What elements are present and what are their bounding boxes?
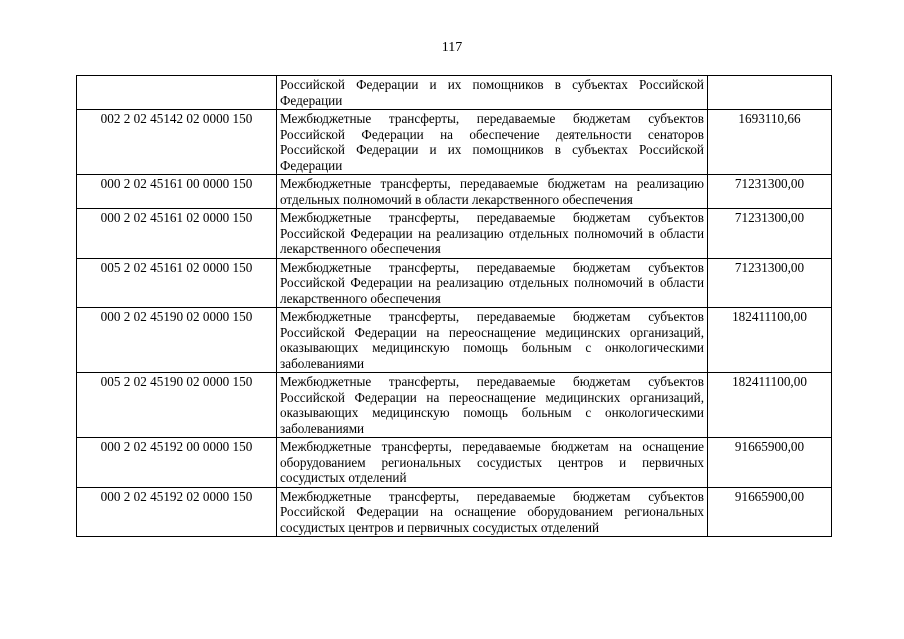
table-row — [77, 438, 832, 488]
revenue-name-cell: Межбюджетные трансферты, передаваемые бюджетам субъектов Российской Федерации на переоснащение медицинских организаций, оказывающих медицинскую помощь больным с онкологическими заболеваниями — [277, 308, 708, 373]
table-row — [77, 373, 832, 438]
amount-cell: 1693110,66 — [708, 110, 832, 175]
table-row — [77, 209, 832, 259]
table-row — [77, 258, 832, 308]
table-row — [77, 487, 832, 537]
revenue-name-cell: Межбюджетные трансферты, передаваемые бюджетам субъектов Российской Федерации на реализацию отдельных полномочий в области лекарственного обеспечения — [277, 258, 708, 308]
revenue-code-cell: 000 2 02 45192 00 0000 150 — [77, 438, 277, 488]
revenue-code-cell: 005 2 02 45161 02 0000 150 — [77, 258, 277, 308]
amount-cell: 182411100,00 — [708, 373, 832, 438]
amount-cell: 71231300,00 — [708, 258, 832, 308]
table-row — [77, 308, 832, 373]
amount-cell: 182411100,00 — [708, 308, 832, 373]
budget-revenue-table — [76, 75, 832, 537]
revenue-name-cell: Межбюджетные трансферты, передаваемые бюджетам субъектов Российской Федерации на оснащение оборудованием региональных сосудистых центров и первичных сосудистых отделений — [277, 487, 708, 537]
amount-cell: 91665900,00 — [708, 487, 832, 537]
revenue-code-cell: 002 2 02 45142 02 0000 150 — [77, 110, 277, 175]
table-row — [77, 76, 832, 110]
revenue-name-cell: Межбюджетные трансферты, передаваемые бюджетам субъектов Российской Федерации на реализацию отдельных полномочий в области лекарственного обеспечения — [277, 209, 708, 259]
revenue-name-cell: Межбюджетные трансферты, передаваемые бюджетам субъектов Российской Федерации на переоснащение медицинских организаций, оказывающих медицинскую помощь больным с онкологическими заболеваниями — [277, 373, 708, 438]
amount-cell: 71231300,00 — [708, 175, 832, 209]
revenue-code-cell: 000 2 02 45161 02 0000 150 — [77, 209, 277, 259]
amount-cell — [708, 76, 832, 110]
revenue-code-cell: 005 2 02 45190 02 0000 150 — [77, 373, 277, 438]
table-row — [77, 110, 832, 175]
revenue-name-cell: Межбюджетные трансферты, передаваемые бюджетам на оснащение оборудованием региональных сосудистых центров и первичных сосудистых отделений — [277, 438, 708, 488]
table-row — [77, 175, 832, 209]
revenue-code-cell: 000 2 02 45161 00 0000 150 — [77, 175, 277, 209]
revenue-code-cell — [77, 76, 277, 110]
amount-cell: 71231300,00 — [708, 209, 832, 259]
amount-cell: 91665900,00 — [708, 438, 832, 488]
revenue-name-cell: Межбюджетные трансферты, передаваемые бюджетам на реализацию отдельных полномочий в области лекарственного обеспечения — [277, 175, 708, 209]
revenue-code-cell: 000 2 02 45192 02 0000 150 — [77, 487, 277, 537]
page-number: 117 — [441, 40, 463, 55]
revenue-name-cell: Российской Федерации и их помощников в субъектах Российской Федерации — [277, 76, 708, 110]
revenue-code-cell: 000 2 02 45190 02 0000 150 — [77, 308, 277, 373]
revenue-name-cell: Межбюджетные трансферты, передаваемые бюджетам субъектов Российской Федерации на обеспечение деятельности сенаторов Российской Федерации и их помощников в субъектах Российской Федерации — [277, 110, 708, 175]
